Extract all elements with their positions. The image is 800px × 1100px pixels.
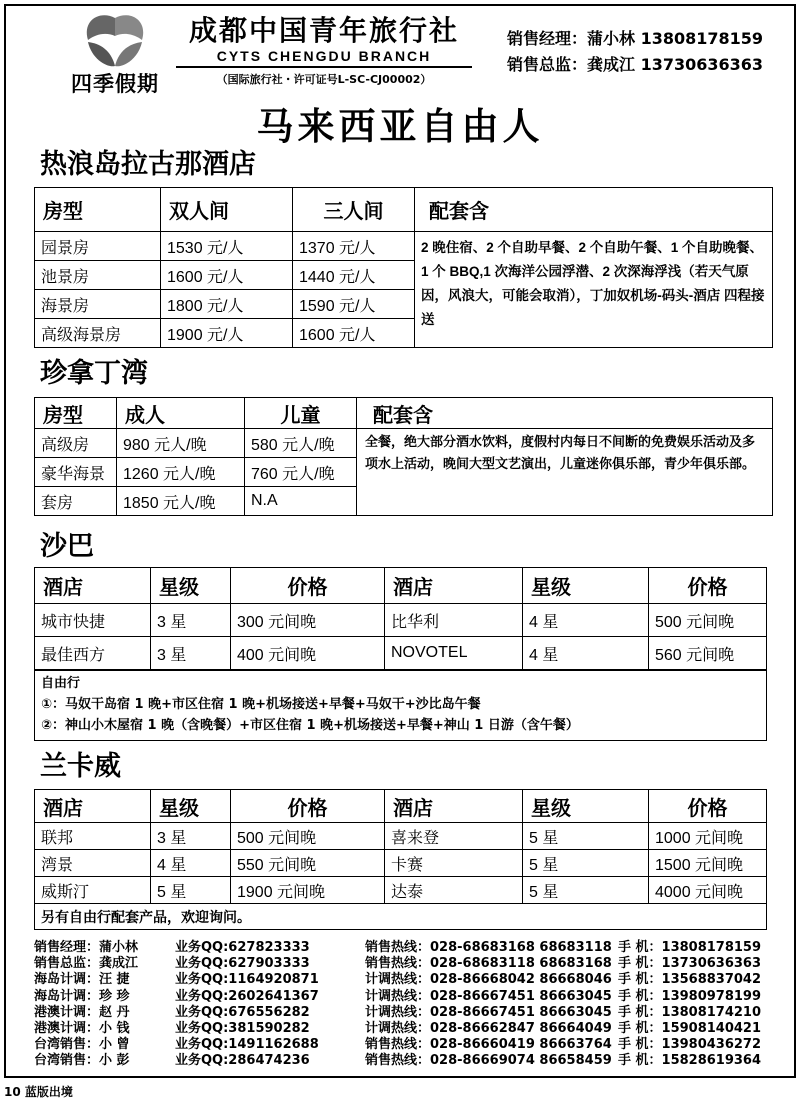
- footer-row: [34, 1005, 800, 1021]
- table-cell: 3 星: [151, 604, 231, 637]
- section-title-langkawi: 兰卡威: [40, 751, 121, 782]
- contact-mobile: 手 机：13980436272: [618, 1037, 762, 1053]
- table-cell: 套房: [35, 487, 117, 516]
- contact-hotline: 计调热线：028-86667451 86663045: [365, 988, 612, 1004]
- section-title-redang: 热浪岛拉古那酒店: [40, 149, 256, 180]
- table-header: 配套含: [415, 188, 773, 232]
- table-header: 星级: [151, 790, 231, 823]
- table-cell: 海景房: [35, 290, 161, 319]
- table-cell: 4 星: [523, 637, 649, 670]
- table-cell: 500 元间晚: [231, 823, 385, 850]
- table-header: 酒店: [385, 568, 523, 604]
- table-cell: 5 星: [523, 877, 649, 904]
- table-header: 星级: [523, 568, 649, 604]
- table-header: 价格: [231, 568, 385, 604]
- table-header: 房型: [35, 398, 117, 429]
- contact-name: 海岛计调：珍 珍: [34, 988, 130, 1004]
- contact-name: 海岛计调：汪 捷: [34, 972, 130, 988]
- table-header: 三人间: [293, 188, 415, 232]
- table-cell: 1000 元间晚: [649, 823, 767, 850]
- page-title: 马来西亚自由人: [256, 105, 544, 148]
- table-cell: 580 元人/晚: [245, 429, 357, 458]
- table-cell: 湾景: [35, 850, 151, 877]
- table-cell: 550 元间晚: [231, 850, 385, 877]
- table-cell: 喜来登: [385, 823, 523, 850]
- table-cell: 城市快捷: [35, 604, 151, 637]
- table-header: 价格: [649, 790, 767, 823]
- contact-mobile: 手 机：15908140421: [618, 1021, 762, 1037]
- contact-name: 港澳计调：小 钱: [34, 1021, 130, 1037]
- table-cell: 4 星: [523, 604, 649, 637]
- contact-qq: 业务QQ:2602641367: [175, 988, 319, 1004]
- table-cell: 1900 元/人: [161, 319, 293, 348]
- contact-hotline: 计调热线：028-86662847 86664049: [365, 1021, 612, 1037]
- footer-row: [34, 1021, 800, 1037]
- logo: [60, 10, 170, 96]
- table-header: 成人: [117, 398, 245, 429]
- table-cell: 5 星: [523, 850, 649, 877]
- table-cell: 3 星: [151, 823, 231, 850]
- table-header: 酒店: [35, 790, 151, 823]
- free-travel-box: [34, 670, 767, 741]
- section-title-tanjong: 珍拿丁湾: [40, 358, 148, 389]
- table-header: 价格: [649, 568, 767, 604]
- free-travel-option: ②：神山小木屋宿 1 晚（含晚餐）+市区住宿 1 晚+机场接送+早餐+神山 1 日游（含午餐）: [41, 718, 579, 733]
- table-cell: 威斯汀: [35, 877, 151, 904]
- agency-english-name: CYTS CHENGDU BRANCH: [176, 48, 472, 68]
- table-cell: 4 星: [151, 850, 231, 877]
- footer-row: [34, 956, 800, 972]
- table-cell: 1370 元/人: [293, 232, 415, 261]
- table-header: 星级: [523, 790, 649, 823]
- sabah-table: [34, 567, 767, 670]
- footer-row: [34, 972, 800, 988]
- table-cell: N.A: [245, 487, 357, 516]
- table-header: 价格: [231, 790, 385, 823]
- sales-manager: 销售经理：蒲小林 13808178159: [507, 29, 764, 48]
- contact-qq: 业务QQ:381590282: [175, 1021, 310, 1037]
- contact-hotline: 销售热线：028-86660419 86663764: [365, 1037, 612, 1053]
- table-cell: 5 星: [523, 823, 649, 850]
- agency-name: 成都中国青年旅行社: [188, 14, 459, 47]
- logo-text: 四季假期: [71, 72, 159, 96]
- logo-mark-icon: [60, 10, 170, 70]
- table-cell: 1600 元/人: [161, 261, 293, 290]
- contact-qq: 业务QQ:676556282: [175, 1004, 310, 1020]
- table-cell: 1500 元间晚: [649, 850, 767, 877]
- table-cell: 池景房: [35, 261, 161, 290]
- table-cell: 联邦: [35, 823, 151, 850]
- table-cell: 760 元人/晚: [245, 458, 357, 487]
- contact-name: 台湾销售：小 曾: [34, 1037, 130, 1053]
- langkawi-table: [34, 789, 767, 930]
- agency-block: [176, 14, 472, 87]
- free-travel-option: ①：马奴干岛宿 1 晚+市区住宿 1 晚+机场接送+早餐+马奴干+沙比岛午餐: [41, 697, 481, 712]
- page-label: 10 蓝版出境: [4, 1085, 73, 1099]
- table-cell: 1900 元间晚: [231, 877, 385, 904]
- contact-hotline: 销售热线：028-68683118 68683168: [365, 956, 612, 972]
- table-header: 房型: [35, 188, 161, 232]
- table-cell: 豪华海景: [35, 458, 117, 487]
- contact-mobile: 手 机：13808174210: [618, 1004, 762, 1020]
- table-cell: 5 星: [151, 877, 231, 904]
- table-cell: 500 元间晚: [649, 604, 767, 637]
- table-cell: 3 星: [151, 637, 231, 670]
- contact-hotline: 计调热线：028-86668042 86668046: [365, 972, 612, 988]
- table-cell: 1800 元/人: [161, 290, 293, 319]
- contact-mobile: 手 机：13568837042: [618, 972, 762, 988]
- table-cell: 比华利: [385, 604, 523, 637]
- table-cell: 980 元人/晚: [117, 429, 245, 458]
- contact-qq: 业务QQ:1164920871: [175, 972, 319, 988]
- table-cell: 1440 元/人: [293, 261, 415, 290]
- contact-name: 销售总监：龚成江: [34, 956, 139, 972]
- table-cell: 560 元间晚: [649, 637, 767, 670]
- table-cell: 300 元间晚: [231, 604, 385, 637]
- contact-qq: 业务QQ:627903333: [175, 956, 310, 972]
- table-cell: 1600 元/人: [293, 319, 415, 348]
- table-header: 儿童: [245, 398, 357, 429]
- contact-mobile: 手 机：13808178159: [618, 940, 762, 955]
- table-header: 配套含: [357, 398, 773, 429]
- table-cell: 高级海景房: [35, 319, 161, 348]
- contact-name: 港澳计调：赵 丹: [34, 1004, 130, 1020]
- table-cell: NOVOTEL: [385, 637, 523, 670]
- tanjong-table: [34, 397, 773, 516]
- free-travel-title: 自由行: [41, 676, 81, 691]
- contact-hotline: 销售热线：028-68683168 68683118: [365, 940, 612, 955]
- contact-qq: 业务QQ:627823333: [175, 940, 310, 955]
- footer-row: [34, 940, 800, 956]
- contact-qq: 业务QQ:286474236: [175, 1053, 310, 1069]
- agency-license: （国际旅行社・许可证号L-SC-CJ00002）: [216, 73, 432, 86]
- table-header: 星级: [151, 568, 231, 604]
- table-cell: 4000 元间晚: [649, 877, 767, 904]
- table-header: 双人间: [161, 188, 293, 232]
- contact-hotline: 销售热线：028-86669074 86658459: [365, 1053, 612, 1069]
- contact-mobile: 手 机：13730636363: [618, 956, 762, 972]
- contact-mobile: 手 机：13980978199: [618, 988, 762, 1004]
- sales-director: 销售总监：龚成江 13730636363: [507, 55, 764, 74]
- contact-name: 销售经理：蒲小林: [34, 940, 139, 955]
- contact-hotline: 计调热线：028-86667451 86663045: [365, 1004, 612, 1020]
- package-description: 全餐，绝大部分酒水饮料，度假村内每日不间断的免费娱乐活动及多项水上活动，晚间大型文艺演出，儿童迷你俱乐部，青少年俱乐部。: [357, 429, 773, 516]
- table-cell: 园景房: [35, 232, 161, 261]
- langkawi-note: 另有自由行配套产品，欢迎询问。: [35, 904, 767, 930]
- table-header: 酒店: [35, 568, 151, 604]
- table-cell: 卡赛: [385, 850, 523, 877]
- contact-qq: 业务QQ:1491162688: [175, 1037, 319, 1053]
- header-contacts: [507, 26, 763, 78]
- table-cell: 1590 元/人: [293, 290, 415, 319]
- footer-contacts: [34, 940, 800, 1070]
- footer-row: [34, 1053, 800, 1069]
- table-cell: 1850 元人/晚: [117, 487, 245, 516]
- table-cell: 最佳西方: [35, 637, 151, 670]
- table-cell: 高级房: [35, 429, 117, 458]
- footer-row: [34, 989, 800, 1005]
- table-cell: 达泰: [385, 877, 523, 904]
- table-cell: 1530 元/人: [161, 232, 293, 261]
- table-header: 酒店: [385, 790, 523, 823]
- table-cell: 1260 元人/晚: [117, 458, 245, 487]
- contact-mobile: 手 机：15828619364: [618, 1053, 762, 1069]
- table-cell: 400 元间晚: [231, 637, 385, 670]
- redang-table: [34, 187, 773, 348]
- footer-row: [34, 1037, 800, 1053]
- section-title-sabah: 沙巴: [40, 531, 94, 562]
- package-description: 2 晚住宿、2 个自助早餐、2 个自助午餐、1 个自助晚餐、1 个 BBQ,1 次海洋公园浮潜、2 次深海浮浅（若天气原因，风浪大，可能会取消），丁加奴机场-码头-酒店 四程接送: [415, 232, 773, 348]
- contact-name: 台湾销售：小 彭: [34, 1053, 130, 1069]
